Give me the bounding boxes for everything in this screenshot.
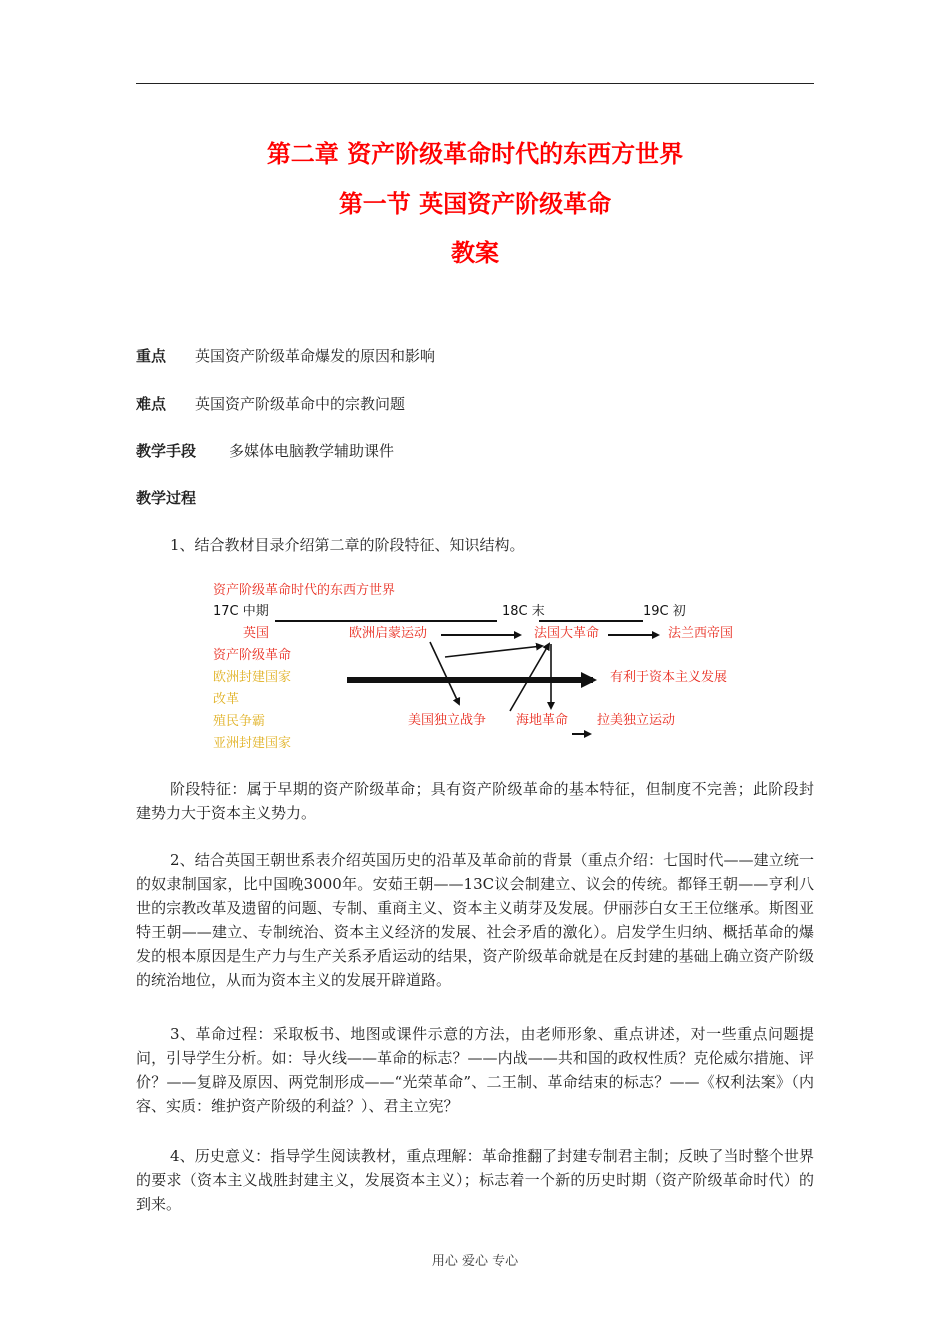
document-type-title: 教案	[451, 239, 499, 267]
american-war-label: 美国独立战争	[408, 713, 487, 728]
step-2-text: 2、结合英国王朝世系表介绍英国历史的沿革及革命前的背景（重点介绍：七国时代——建立统一的奴隶制国家，比中国晚3000年。安茹王朝——13C议会制建立、议会的传统。都铎王朝——亨利八世的宗教改革及遗留的问题、专制、重商主义、资本主义萌芽及发展。伊丽莎白女王王位继承。斯图亚特王朝——建立、专制统治、资本主义经济的发展、社会矛盾的激化）。启发学生归纳、概括革命的爆发的根本原因是生产力与生产关系矛盾运动的结果，资产阶级革命就是在反封建的基础上确立资产阶级的统治地位，从而为资本主义的发展开辟道路。	[136, 851, 814, 989]
header-rule	[136, 83, 814, 84]
step-4-text: 4、历史意义：指导学生阅读教材，重点理解：革命推翻了封建专制君主制；反映了当时整个世界的要求（资本主义战胜封建主义，发展资本主义）；标志着一个新的历史时期（资产阶级革命时代）的到来。	[136, 1147, 814, 1213]
difficulty-row	[136, 393, 406, 414]
knowledge-structure-diagram	[205, 574, 765, 754]
stage-characteristics-text: 阶段特征：属于早期的资产阶级革命；具有资产阶级革命的基本特征，但制度不完善；此阶段封建势力大于资本主义势力。	[136, 780, 814, 822]
focus-row	[136, 345, 436, 366]
process-label: 教学过程	[136, 489, 197, 507]
section-title: 第一节 英国资产阶级革命	[338, 190, 612, 218]
left-label-reform: 改革	[213, 692, 240, 707]
left-label-britain: 英国	[243, 626, 270, 641]
process-row	[136, 487, 196, 508]
difficulty-value: 英国资产阶级革命中的宗教问题	[195, 395, 406, 413]
left-label-asian-feudal-states: 亚洲封建国家	[213, 736, 292, 751]
french-empire-label: 法兰西帝国	[668, 626, 734, 641]
left-label-colonial-rivalry: 殖民争霸	[213, 714, 266, 729]
arrow-to-french-revolution	[445, 646, 542, 657]
left-label-european-feudal-states: 欧洲封建国家	[213, 670, 292, 685]
focus-value: 英国资产阶级革命爆发的原因和影响	[195, 347, 436, 365]
diagram-heading: 资产阶级革命时代的东西方世界	[213, 583, 396, 598]
french-revolution-label: 法国大革命	[534, 626, 600, 641]
latin-america-label: 拉美独立运动	[597, 713, 676, 728]
page-footer: 用心 爱心 专心	[431, 1254, 519, 1269]
left-label-bourgeois-revolution: 资产阶级革命	[213, 648, 292, 663]
haiti-revolution-label: 海地革命	[516, 713, 569, 728]
method-label: 教学手段	[136, 442, 197, 460]
arrow-enlightenment-to-american-war	[430, 642, 459, 704]
chapter-title: 第二章 资产阶级革命时代的东西方世界	[266, 140, 684, 168]
difficulty-label: 难点	[136, 395, 167, 413]
step-3-text: 3、革命过程：采取板书、地图或课件示意的方法，由老师形象、重点讲述，对一些重点问题提问，引导学生分析。如：导火线——革命的标志？——内战——共和国的政权性质？克伦威尔措施、评价？——复辟及原因、两党制形成——“光荣革命”、二王制、革命结束的标志？——《权利法案》（内容、实质：维护资产阶级的利益？）、君主立宪？	[136, 1025, 814, 1115]
enlightenment-label: 欧洲启蒙运动	[349, 626, 428, 641]
capitalism-result-label: 有利于资本主义发展	[610, 670, 728, 685]
method-row	[136, 440, 395, 461]
method-value: 多媒体电脑教学辅助课件	[229, 442, 395, 460]
time-label-18c: 18C 末	[502, 604, 545, 619]
focus-label: 重点	[136, 347, 167, 365]
time-label-19c: 19C 初	[643, 604, 686, 619]
step-1-text: 1、结合教材目录介绍第二章的阶段特征、知识结构。	[170, 536, 525, 554]
time-label-17c: 17C 中期	[213, 604, 269, 619]
